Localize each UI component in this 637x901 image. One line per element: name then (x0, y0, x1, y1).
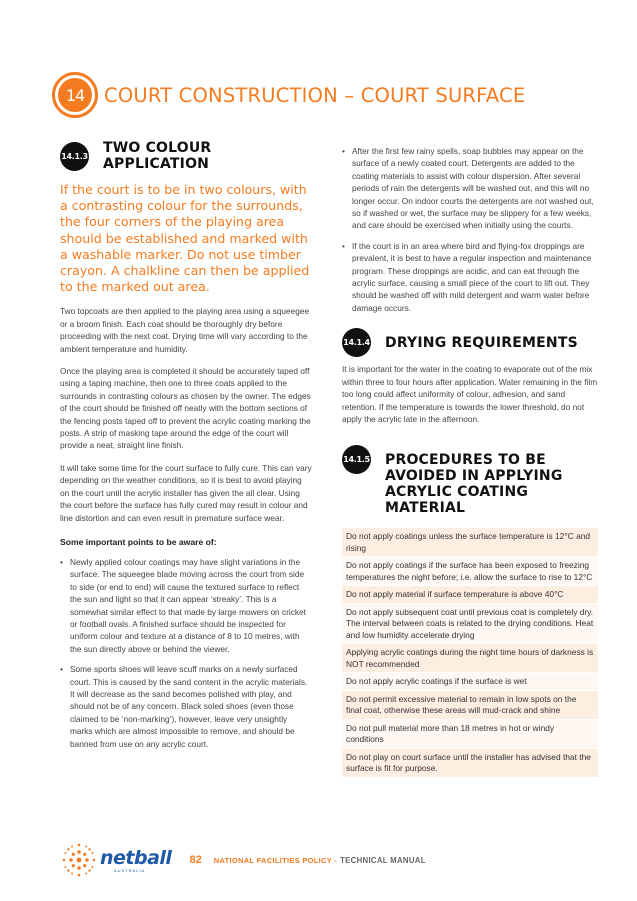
points-heading: Some important points to be aware of: (60, 536, 217, 547)
section-title: TWO COLOUR APPLICATION (103, 140, 212, 172)
section-title: DRYING REQUIREMENTS (385, 334, 578, 351)
logo-subtitle: AUSTRALIA (114, 867, 146, 873)
list-item: • After the first few rainy spells, soap bubbles may appear on the surface of a newly coated court. Detergents are added to the coating materials to assist with colour dispersion. After several periods of rain the detergents will be washed out, and this will no longer occur. On indoor courts the detergents are not washed out, so if washed or wet, the surface may be slippery for a few weeks, and care should be exercised when initially using the courts. (342, 145, 598, 232)
netball-dots-icon (60, 841, 98, 879)
table-row: Do not apply coatings unless the surface temperature is 12°C and rising (342, 528, 598, 557)
table-row: Do not apply acrylic coatings if the surface is wet (342, 673, 598, 691)
netball-logo (60, 841, 171, 879)
section-title: PROCEDURES TO BE AVOIDED IN APPLYING ACRYLIC COATING MATERIAL (385, 452, 563, 517)
page-number: 82 (189, 854, 202, 866)
right-column (342, 145, 598, 778)
table-row: Do not permit excessive material to remain in low spots on the final coat, otherwise these areas will mud-crack and shine (342, 691, 598, 720)
table-row: Do not pull material more than 18 metres in hot or windy conditions (342, 720, 598, 749)
footer-title-part2: TECHNICAL MANUAL (340, 855, 426, 865)
list-item: • Newly applied colour coatings may have slight variations in the surface. The squeegee blade moving across the court from side to side (or end to end) will cause the textured surface to reflect the sun and light so that it can appear ‘streaky’. This is a somewhat similar effect to that made by large mowers on cricket or football ovals. A finished surface should be inspected for uniform colour and texture at a distance of 8 to 10 metres, with the sun directly above or behind the viewer. (60, 556, 312, 655)
chapter-header (52, 72, 525, 118)
logo-name: netball (100, 846, 172, 869)
chapter-number: 14 (58, 78, 92, 112)
footer-title-part1: NATIONAL FACILITIES POLICY - (213, 855, 338, 865)
list-item: • If the court is in an area where bird and flying-fox droppings are prevalent, it is best to have a regular inspection and maintenance program. These droppings are acidic, and can eat through the acrylic surface, causing a small piece of the court to lift out. They should be washed off with mild detergent and warm water before damage occurs. (342, 240, 598, 314)
procedures-table (342, 528, 598, 778)
table-row: Do not apply material if surface temperature is above 40°C (342, 586, 598, 604)
table-row: Do not apply coatings if the surface has been exposed to freezing temperatures the night before; i.e. allow the surface to rise to 12°C (342, 557, 598, 586)
body-paragraph: It is important for the water in the coating to evaporate out of the mix within three to four hours after application. Water remaining in the film too long could affect uniformity of colour, adhesion, and sand retention. If the temperature is towards the lower threshold, do not apply the acrylic late in the afternoon. (342, 364, 598, 424)
page-footer (60, 838, 426, 882)
points-list (60, 556, 312, 750)
section-number-badge: 14.1.4 (342, 328, 371, 357)
body-paragraph: Two topcoats are then applied to the playing area using a squeegee or a broom finish. Each coat should be thoroughly dry before proceeding with the next coat. Drying time will vary according to the ambient temperature and humidity. (60, 306, 310, 354)
left-column (60, 140, 312, 758)
points-list-continued (342, 145, 598, 314)
section-heading-14-1-5 (342, 445, 598, 516)
logo-wordmark (100, 848, 171, 873)
section-number-badge: 14.1.3 (60, 142, 89, 171)
table-row: Applying acrylic coatings during the night time hours of darkness is NOT recommended (342, 644, 598, 673)
chapter-title: COURT CONSTRUCTION – COURT SURFACE (104, 83, 526, 107)
list-item: • Some sports shoes will leave scuff marks on a newly surfaced court. This is caused by the sand content in the acrylic materials. It will decrease as the sand becomes polished with play, and should not be of any concern. Black soled shoes (even those claimed to be ‘non-marking’), however, leave very unsightly marks which are almost impossible to remove, and should be banned from use on any acrylic court. (60, 663, 312, 750)
table-row: Do not apply subsequent coat until previous coat is completely dry. The interval between coats is related to the drying conditions. Heat and low humidity accelerate drying (342, 604, 598, 645)
table-row: Do not play on court surface until the installer has advised that the surface is fit for purpose. (342, 749, 598, 778)
body-paragraph: It will take some time for the court surface to fully cure. This can vary depending on the weather conditions, so it is best to avoid playing on the court until the acrylic installer has given the all clear. Using the court before the surface has fully cured may result in colour and line distortion and can even result in premature surface wear. (60, 462, 312, 523)
section-heading-14-1-3 (60, 140, 312, 172)
lead-paragraph: If the court is to be in two colours, with a contrasting colour for the surrounds, the four corners of the playing area should be established and marked with a washable marker. Do not use timber crayon. A chalkline can then be applied to the marked out area. (60, 182, 310, 295)
chapter-number-badge (52, 72, 98, 118)
section-number-badge: 14.1.5 (342, 445, 371, 474)
body-paragraph: Once the playing area is completed it should be accurately taped off using a taping machine, then one to three coats applied to the surrounds in contrasting colours as chosen by the owner. The edges of the court should be finished off neatly with the bottom sections of the fencing posts taped off to prevent the acrylic coating marking the posts. A strip of masking tape around the edge of the court will provide a neat, straight line finish. (60, 366, 311, 451)
section-heading-14-1-4 (342, 328, 598, 357)
